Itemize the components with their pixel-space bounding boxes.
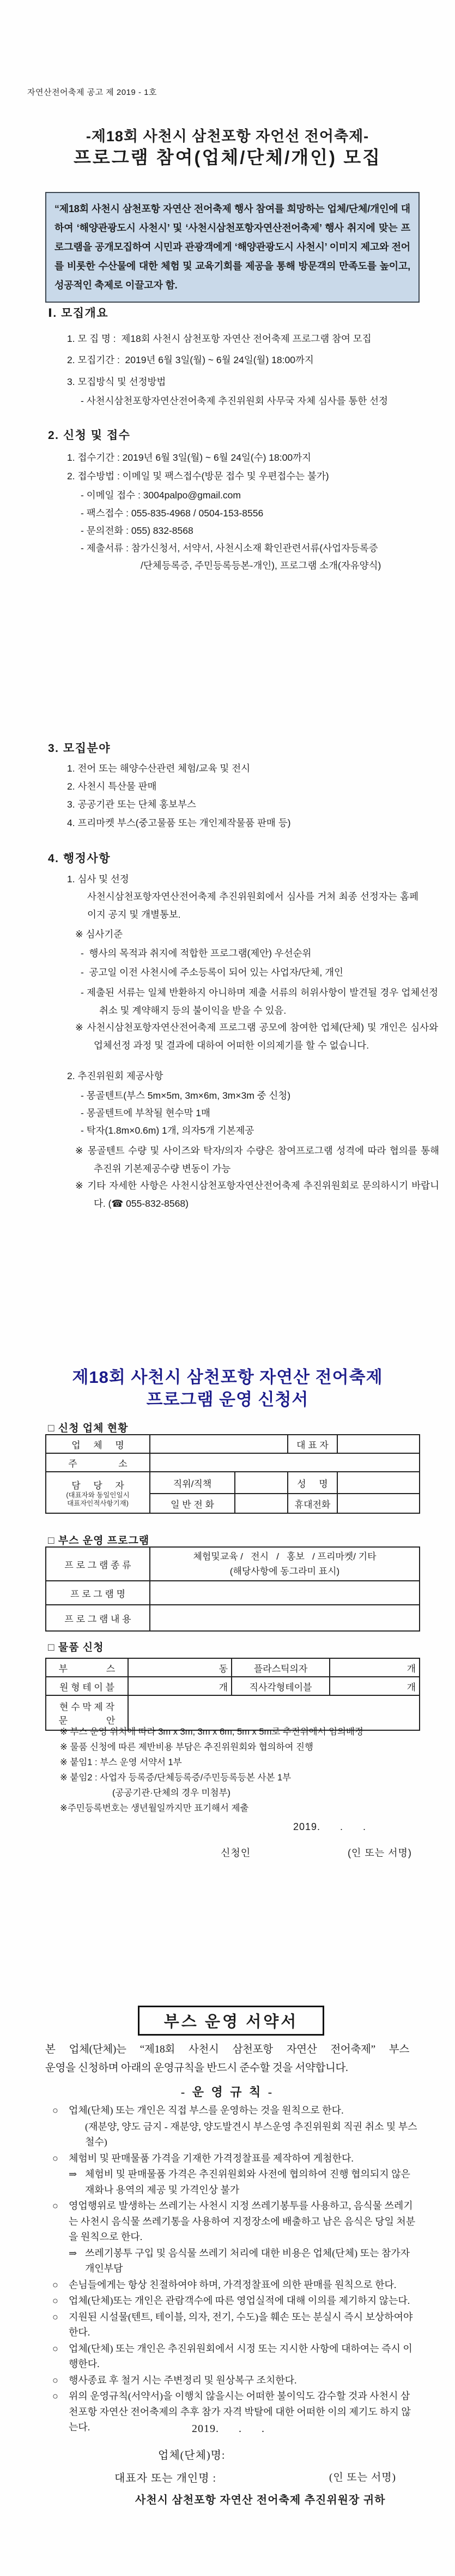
application-date: 2019. . . (293, 1821, 367, 1832)
section1-item1: 1. 모 집 명 : 제18회 사천시 삼천포항 자연산 전어축제 프로그램 참여 모집 (67, 333, 372, 344)
booth-qty-field: 동 (128, 1658, 232, 1677)
pledge-title: 부스 운영 서약서 (138, 2006, 324, 2036)
mobile-field (337, 1494, 420, 1513)
pledge-paragraph-line1: 본 업체(단체)는 “제18회 사천시 삼천포항 자연산 전어축제” 부스 (45, 2044, 409, 2055)
goods-request-heading: □ 물품 신청 (48, 1642, 104, 1653)
rules-title: - 운 영 규 칙 - (180, 2085, 275, 2099)
manager-note1: (대표자와 동일인일시 (66, 1491, 130, 1499)
section4-provide2: - 몽골텐트에 부착될 현수막 1매 (81, 1108, 210, 1118)
booth-label: 부 스 (46, 1658, 128, 1677)
rule-text: 체험비 및 판매물품 가격은 추진위원회와 사전에 협의하여 진행 협의되지 않은 재화나 용역의 제공 및 가격인상 불가 (85, 2169, 410, 2195)
section4-criteria1: - 행사의 목적과 취지에 적합한 프로그램(제안) 우선순위 (81, 948, 312, 959)
round-table-label: 원 형 테 이 블 (46, 1677, 128, 1695)
rule-item (52, 2151, 418, 2166)
position-label: 직위/직책 (150, 1472, 235, 1494)
rule-item (52, 2103, 418, 2118)
rule-item (52, 2198, 418, 2245)
intro-summary-box: “제18회 사천시 삼천포항 자연산 전어축제 행사 참여를 희망하는 업체/단체/개인에 대하여 ‘해양관광도시 사천시’ 및 ‘사천시삼천포항자연산전어축제’ 행사 취지에 맞는 프로그램을 공개모집하여 시민과 관광객에게 ‘해양관광도시 사천시’ 이미지 제고와 전어를 비롯한 수산물에 대한 체험 및 교육기회를 제공을 통해 방문객의 만족도를 높이고, 성공적인 축제로 이끌고자 함. (45, 192, 420, 303)
section2-phone: - 문의전화 : 055) 832-8568 (81, 525, 193, 536)
rule-item (69, 2119, 417, 2150)
applicant-label: 신청인 (221, 1847, 251, 1858)
rule-item (52, 2293, 418, 2309)
goods-note4: ※ 붙임2 : 사업자 등록증/단체등록증/주민등록등본 사본 1부 (60, 1773, 292, 1783)
goods-note2: ※ 물품 신청에 따른 제반비용 부담은 추진위원회와 협의하여 진행 (60, 1742, 313, 1752)
rule-text: 행사종료 후 철거 시는 주변정리 및 원상복구 조치한다. (69, 2374, 297, 2386)
section3-item4: 4. 프리마켓 부스(중고물품 또는 개인제작물품 판매 등) (67, 817, 291, 828)
round-table-qty-field: 개 (128, 1677, 232, 1695)
rect-table-qty-field: 개 (330, 1677, 420, 1695)
banner-label-line2: 문 안 (58, 1716, 116, 1726)
pledge-addressee: 사천시 삼천포항 자연산 전어축제 추진위원장 귀하 (135, 2494, 386, 2506)
notice-number: 자연산전어축제 공고 제 2019 - 1호 (27, 88, 157, 97)
address-field (150, 1453, 420, 1472)
section4-item2: 2. 추진위원회 제공사항 (67, 1070, 163, 1081)
rule-marker: ○ (52, 2343, 58, 2354)
section4-provide1: - 몽골텐트(부스 5m×5m, 3m×6m, 3m×3m 중 신청) (81, 1090, 291, 1101)
section4-provide-note1: ※ 몽골텐트 수량 및 사이즈와 탁자/의자 수량은 참여프로그램 성격에 따라 협의를 통해 추진위 기본제공수량 변동이 가능 (75, 1145, 439, 1174)
booth-program-table (45, 1546, 420, 1632)
tel-label: 일 반 전 화 (150, 1494, 235, 1513)
tel-field (235, 1494, 288, 1513)
rule-marker: ⇒ (69, 2169, 77, 2180)
manager-label-cell (46, 1472, 150, 1513)
company-info-heading: □ 신청 업체 현황 (48, 1423, 129, 1434)
pledge-company-label: 업체(단체)명: (158, 2449, 226, 2461)
rule-item (52, 2309, 418, 2340)
section2-fax: - 팩스접수 : 055-835-4968 / 0504-153-8556 (81, 508, 264, 519)
rule-marker: ○ (52, 2391, 58, 2402)
booth-program-heading: □ 부스 운영 프로그램 (48, 1535, 150, 1546)
rect-table-label: 직사각형테이블 (232, 1677, 330, 1695)
section4-criteria2: - 공고일 이전 사천시에 주소등록이 되어 있는 사업자/단체, 개인 (81, 967, 343, 978)
banner-label-line1: 현 수 막 제 작 (59, 1702, 114, 1712)
doc-title-line2: 프로그램 참여(업체/단체/개인) 모집 (74, 147, 381, 167)
program-type-options (150, 1547, 420, 1581)
plastic-chair-label: 플라스틱의자 (232, 1658, 330, 1677)
section2-email: - 이메일 접수 : 3004palpo@gmail.com (81, 490, 241, 501)
rule-marker: ○ (52, 2200, 58, 2211)
company-info-table (45, 1434, 420, 1514)
manager-note2: 대표자인적사항기재) (67, 1499, 129, 1507)
rule-marker: ○ (52, 2311, 58, 2322)
program-type-label: 프 로 그 램 종 류 (46, 1547, 150, 1581)
rule-marker: ○ (52, 2279, 58, 2290)
rule-text: 체험비 및 판매물품 가격을 기재한 가격정찰표를 제작하여 게첨한다. (69, 2152, 354, 2164)
company-name-field (150, 1435, 288, 1453)
rule-marker: ○ (52, 2374, 58, 2386)
section2-heading: 2. 신청 및 접수 (48, 429, 131, 442)
program-type-options-line1: 체험및교육 / 전시 / 홍보 / 프리마켓/ 기타 (193, 1551, 377, 1562)
goods-note5: ※주민등록번호는 생년월일까지만 표기해서 제출 (60, 1803, 249, 1813)
section4-heading: 4. 행정사항 (48, 852, 111, 865)
mobile-label: 휴대전화 (288, 1494, 337, 1513)
section1-item3: 3. 모집방식 및 선정방법 (67, 376, 166, 387)
rule-text: (재분양, 양도 금지 - 재분양, 양도발견시 부스운영 추진위원회 직권 취소 및 부스 철수) (85, 2121, 417, 2147)
plastic-chair-qty-field: 개 (330, 1658, 420, 1677)
section2-item1: 1. 접수기간 : 2019년 6월 3일(월) ~ 6월 24일(수) 18:00까지 (67, 452, 311, 463)
section4-criteria3: - 제출된 서류는 일체 반환하지 아니하며 제출 서류의 허위사항이 발견될 경우 업체선정 취소 및 계약해지 등의 불이익을 받을 수 있음. (81, 987, 438, 1016)
program-type-options-line2: (해당사항에 동그라미 표시) (229, 1566, 340, 1576)
rule-marker: ○ (52, 2105, 58, 2116)
goods-note1: ※ 부스 운영 위치에 따라 3m x 3m, 3m x 6m, 5m x 5m로 추진위에서 임의배정 (60, 1727, 363, 1737)
pledge-sign-label: (인 또는 서명) (329, 2472, 396, 2483)
doc-title-line1: -제18회 사천시 삼천포항 자언선 전어축제- (86, 128, 369, 145)
program-content-field (150, 1605, 420, 1631)
rule-text: 지원된 시설물(텐트, 테이블, 의자, 전기, 수도)을 훼손 또는 분실시 즉시 보상하여야 한다. (69, 2311, 413, 2338)
application-title-line2: 프로그램 운영 신청서 (146, 1390, 309, 1409)
goods-request-table (45, 1658, 420, 1731)
section4-item1: 1. 심사 및 선정 (67, 874, 129, 884)
section1-heading: Ⅰ. 모집개요 (48, 307, 109, 320)
section4-criteria-heading: ※ 심사기준 (75, 929, 123, 940)
program-name-label: 프 로 그 램 명 (46, 1581, 150, 1605)
goods-note3: ※ 붙임1 : 부스 운영 서약서 1부 (60, 1758, 182, 1767)
section4-provide-note2: ※ 기타 자세한 사항은 사천시삼천포항자연산전어축제 추진위원회로 문의하시기 바랍니다. (☎ 055-832-8568) (75, 1180, 439, 1209)
rule-text: 업체(단체) 또는 개인은 추진위원회에서 시정 또는 지시한 사항에 대하여는 즉시 이행한다. (69, 2343, 412, 2369)
rule-text: 업체(단체)또는 개인은 관람객수에 따른 영업실적에 대해 이의를 제기하지 않는다. (69, 2295, 410, 2306)
section3-item3: 3. 공공기관 또는 단체 홍보부스 (67, 799, 196, 810)
rule-text: 영업행위로 발생하는 쓰레기는 사천시 지정 쓰레기봉투를 사용하고, 음식물 쓰레기는 사천시 음식물 쓰레기통을 사용하여 지정장소에 배출하고 남은 음식은 당일 처분을 원칙으로 한다. (69, 2200, 416, 2242)
ceo-field (337, 1435, 420, 1453)
rule-text: 쓰레기봉투 구입 및 음식물 쓰레기 처리에 대한 비용은 업체(단체) 또는 참가자 개인부담 (85, 2247, 410, 2274)
section4-provide3: - 탁자(1.8m×0.6m) 1개, 의자5개 기본제공 (81, 1125, 254, 1136)
application-title-line1: 제18회 사천시 삼천포항 자연산 전어축제 (72, 1368, 383, 1387)
program-content-label: 프 로 그 램 내 용 (46, 1605, 150, 1631)
company-name-label: 업 체 명 (46, 1435, 150, 1453)
applicant-sign-label: (인 또는 서명) (348, 1847, 412, 1858)
section2-item2: 2. 접수방법 : 이메일 및 팩스접수(방문 접수 및 우편접수는 불가) (67, 471, 329, 482)
name-label: 성 명 (288, 1472, 337, 1494)
pledge-paragraph-line2: 운영을 신청하며 아래의 운영규칙을 반드시 준수할 것을 서약합니다. (45, 2062, 348, 2074)
address-label: 주 소 (46, 1453, 150, 1472)
rule-item (52, 2341, 418, 2372)
section3-item2: 2. 사천시 특산물 판매 (67, 781, 157, 792)
rule-item (69, 2246, 417, 2277)
rules-list (52, 2103, 418, 2436)
pledge-date: 2019. . . (192, 2423, 265, 2435)
ceo-label: 대 표 자 (288, 1435, 337, 1453)
section3-item1: 1. 전어 또는 해양수산관련 체험/교육 및 전시 (67, 763, 251, 774)
section2-docs-cont: /단체등록증, 주민등록등본-개인), 프로그램 소개(자유양식) (141, 560, 381, 571)
rule-text: 위의 운영규칙(서약서)을 이행치 않을시는 어떠한 불이익도 감수할 것과 사천시 삼천포항 자연산 전어축제의 추후 참가 자격 박탈에 대한 어떠한 이의 제기도 하지 않는다. (69, 2391, 411, 2433)
goods-notes (60, 1724, 425, 1816)
section4-criteria-note: ※ 사천시삼천포항자연산전어축제 프로그램 공모에 참여한 업체(단체) 및 개인은 심사와 업체선정 과정 및 결과에 대하여 어떠한 이의제기를 할 수 없습니다. (75, 1022, 438, 1051)
rule-text: 업체(단체) 또는 개인은 직접 부스를 운영하는 것을 원칙으로 한다. (69, 2105, 344, 2116)
rule-item (52, 2373, 418, 2388)
rule-text: 손님들에게는 항상 친절하여야 하며, 가격정찰표에 의한 판매를 원칙으로 한다. (69, 2279, 397, 2290)
rule-marker: ⇒ (69, 2247, 77, 2259)
rule-marker: ○ (52, 2152, 58, 2164)
position-field (235, 1472, 288, 1494)
program-name-field (150, 1581, 420, 1605)
pledge-ceo-label: 대표자 또는 개인명 : (114, 2472, 217, 2484)
section4-item1-body: 사천시삼천포항자연산전어축제 추진위원회에서 심사를 거쳐 최종 선정자는 홈페이지 공지 및 개별통보. (87, 891, 418, 920)
section2-docs: - 제출서류 : 참가신청서, 서약서, 사천시소재 확인관련서류(사업자등록증 (81, 543, 378, 553)
rule-item (52, 2277, 418, 2293)
rule-marker: ○ (52, 2295, 58, 2306)
rule-item (69, 2166, 417, 2198)
manager-label: 담 당 자 (71, 1480, 124, 1491)
name-field (337, 1472, 420, 1494)
section1-item2: 2. 모집기간 : 2019년 6월 3일(월) ~ 6월 24일(월) 18:00까지 (67, 354, 314, 365)
goods-note4-cont: (공공기관·단체의 경우 미첨부) (112, 1788, 230, 1798)
section1-item3-sub: - 사천시삼천포항자연산전어축제 추진위원회 사무국 자체 심사를 통한 선정 (81, 395, 388, 406)
section3-heading: 3. 모집분야 (48, 742, 111, 755)
